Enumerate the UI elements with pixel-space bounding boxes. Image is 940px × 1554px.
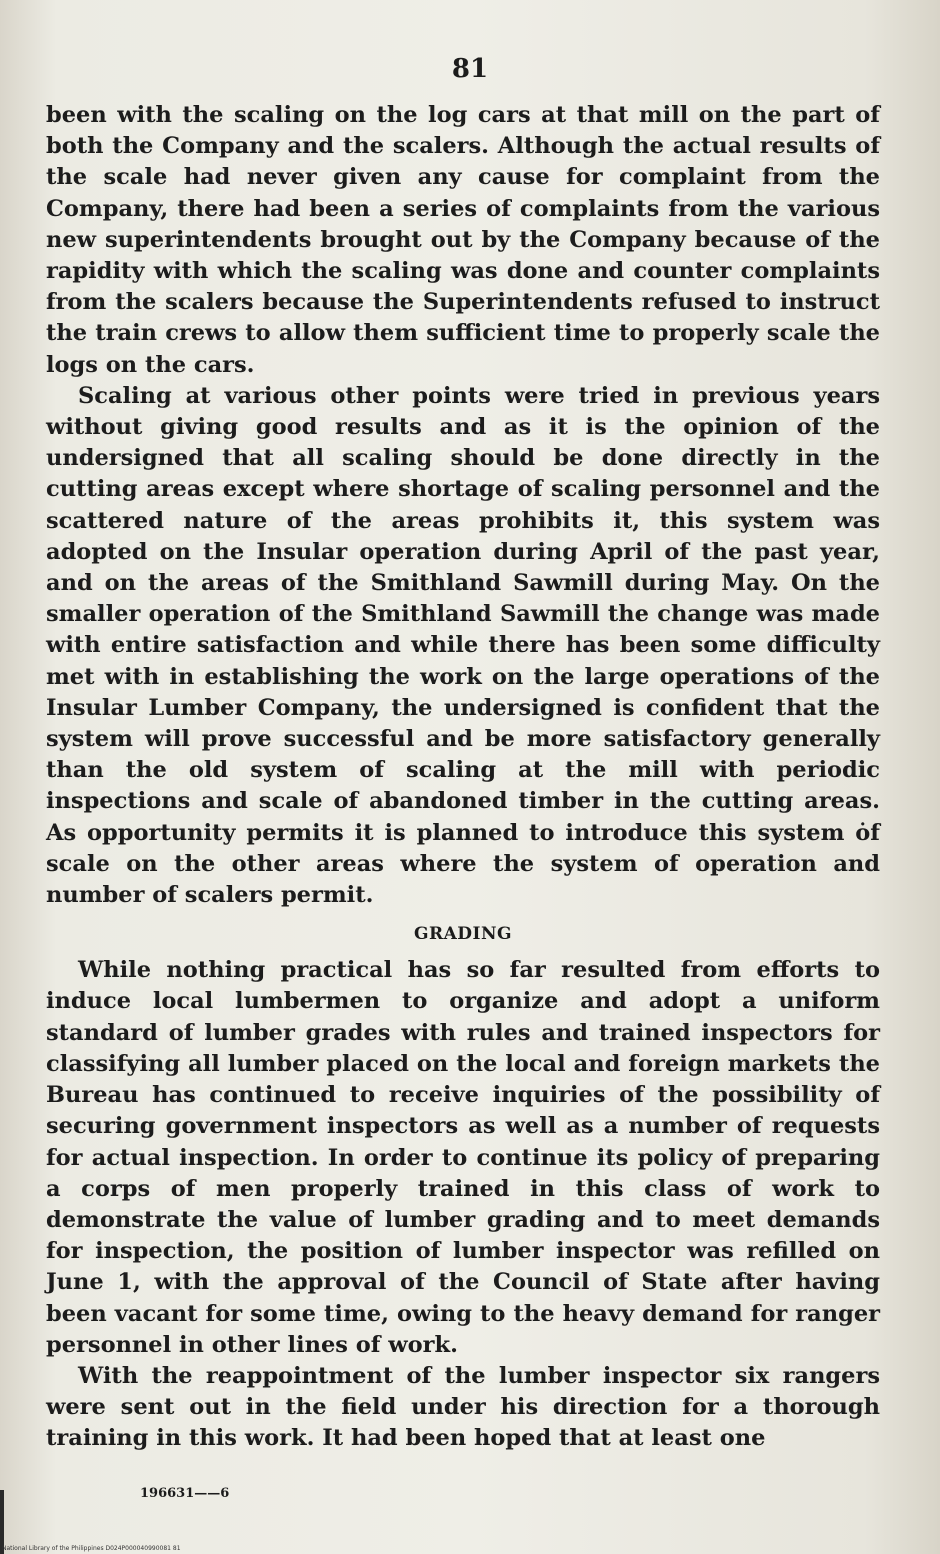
paragraph-scaling: Scaling at various other points were tried in previous years without giving good results and as it is the opinion of the undersigned that all scaling should be done directly in the cutting areas except where shortage of scaling personnel and the scattered nature of the areas prohibits it, this system was adopted on the Insular operation during April of the past year, and on the areas of the Smithland Sawmill during May. On the smaller operation of the Smithland Sawmill the change was made with entire satisfaction and while there has been some difficulty met with in establishing the work on the large operations of the Insular Lumber Company, the undersigned is confident that the system will prove successful and be more satisfactory generally than the old system of scaling at the mill with periodic inspections and scale of abandoned timber in the cutting areas. As opportunity permits it is planned to introduce this system ȯf scale on the other areas where the system of operation and number of scalers permit. — [46, 382, 880, 909]
paragraph-continuation: been with the scaling on the log cars at that mill on the part of both the Company and the scalers. Although the actual results of the scale had never given any cause for complaint from the Company, there had been a series of complaints from the various new superintendents brought out by the Company because of the rapidity with which the scaling was done and counter complaints from the scalers because the Superintendents refused to instruct the train crews to allow them sufficient time to properly scale the logs on the cars. — [46, 102, 880, 378]
paragraph-grading: While nothing practical has so far resulted from efforts to induce local lumbermen to organize and adopt a uniform standard of lumber grades with rules and trained inspectors for classifying all lumber placed on the local and foreign markets the Bureau has continued to receive inquiries of the possibility of securing government inspectors as well as a number of requests for actual inspection. In order to continue its policy of preparing a corps of men properly trained in this class of work to demonstrate the value of lumber grading and to meet demands for inspection, the position of lumber inspector was refilled on June 1, with the approval of the Council of State after having been vacant for some time, owing to the heavy demand for ranger personnel in other lines of work. — [46, 957, 880, 1358]
printer-signature-mark: 196631——6 — [140, 1486, 230, 1501]
body-text — [46, 100, 880, 1455]
scan-footer-credit: National Library of the Philippines D024P000040990081 81 — [2, 1545, 181, 1552]
paragraph-inspector: With the reappointment of the lumber inspector six rangers were sent out in the field under his direction for a thorough training in this work. It had been hoped that at least one — [46, 1362, 880, 1452]
section-heading-grading: GRADING — [413, 924, 513, 945]
page-number: 81 — [451, 54, 489, 84]
